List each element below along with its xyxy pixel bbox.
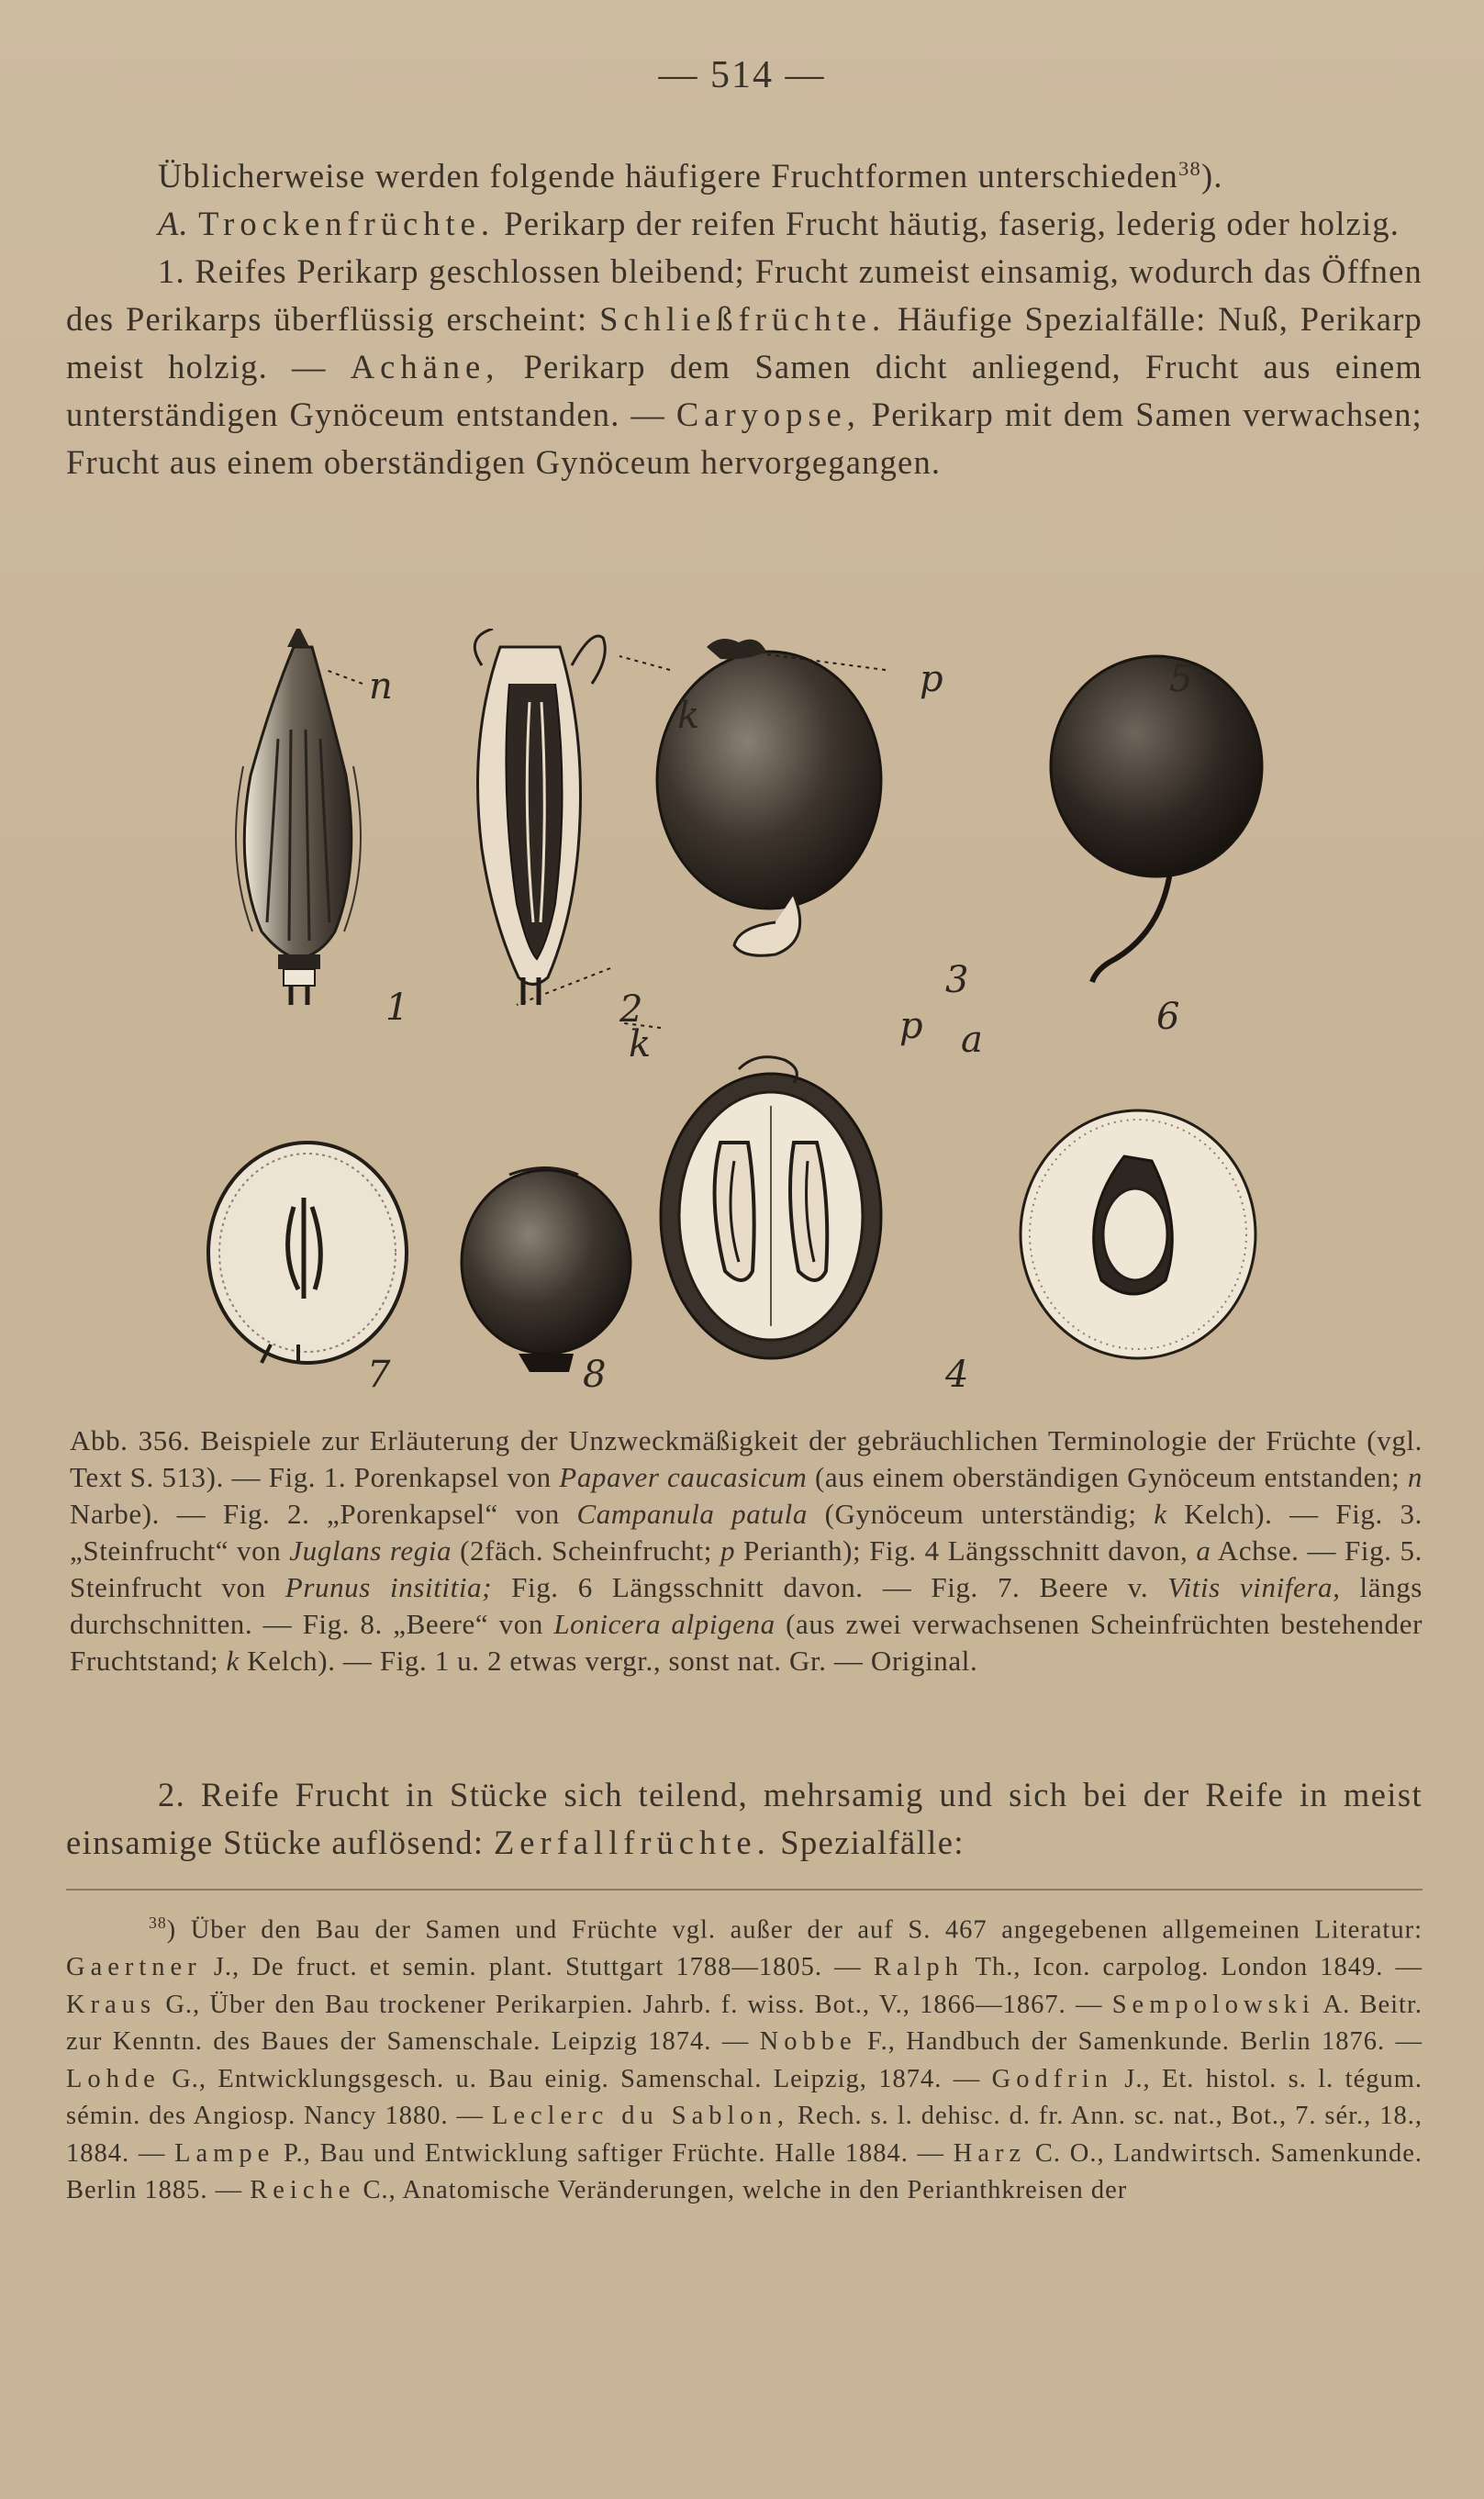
caption-text: Perianth); Fig. 4 Längsschnitt davon, [743, 1534, 1188, 1567]
author-name: Leclerc du Sablon, [491, 2102, 790, 2130]
item-1-text-c: Perikarp dem Samen dicht anliegend, Frucht aus einem unterständigen Gynöceum entstanden. — [66, 348, 1423, 434]
intro-paragraph [66, 145, 1423, 200]
item-1-number: 1. [158, 252, 185, 291]
species-name: Lonicera alpigena [553, 1608, 775, 1640]
author-name: Reiche [250, 2176, 356, 2204]
fig-2-campanula [474, 629, 605, 1005]
section-a-paragraph [66, 200, 1423, 248]
intro-end: ). [1200, 157, 1223, 195]
page-number: — 514 — [658, 54, 826, 96]
caption-text: (aus zwei verwachsenen Scheinfrüchten bestehender Fruchtstand; [70, 1608, 1423, 1677]
caption-text: Fig. 6 Längsschnitt davon. — Fig. 7. Beere v. [511, 1571, 1149, 1603]
term-achaene: Achäne, [350, 348, 500, 386]
caption-text: Narbe). — Fig. 2. „Porenkapsel“ von [70, 1498, 560, 1530]
item-1-text: Reifes Perikarp geschlossen bleibend; Frucht zumeist einsamig, wodurch das Öffnen des Perikarps überflüssig erscheint: [66, 252, 1423, 339]
item-2-text: Reife Frucht in Stücke sich teilend, mehrsamig und sich bei der Reife in meist einsamige Stücke auflösend: [66, 1776, 1423, 1861]
caption-text: (Gynöceum unterständig; [824, 1498, 1137, 1530]
fig-4-walnut-section [661, 1057, 881, 1358]
label-a: a [961, 1019, 983, 1061]
author-name: Lampe [174, 2138, 275, 2168]
footnote-divider [66, 1889, 1423, 1891]
caption-paragraph [70, 1422, 1423, 1679]
footnote-text: Rech. s. l. dehisc. d. fr. Ann. sc. nat., Bot., 7. sér., 18., 1884. — [66, 2102, 1423, 2168]
item-1-text-d: Perikarp mit dem Samen verwachsen; Frucht aus einem oberständigen Gynöceum hervorgegangen. [66, 396, 1423, 482]
author-name: Ralph [873, 1953, 964, 1981]
fig-1-capsule [236, 629, 361, 1005]
label-p-fig4: p [899, 1005, 923, 1047]
footnote-text: ) Über den Bau der Samen und Früchte vgl. außer der auf S. 467 angegebenen allgemeinen Literatur: [166, 1915, 1423, 1945]
term-caryopse: Caryopse, [675, 396, 861, 434]
footnote-text: P., Bau und Entwicklung saftiger Früchte. Halle 1884. — [283, 2138, 945, 2168]
author-name: Gaertner [66, 1953, 202, 1981]
footnote-text: C. O., Landwirtsch. Samenkunde. Berlin 1885. — [66, 2138, 1423, 2204]
author-name: Kraus [66, 1990, 157, 2019]
footnote-text: A. Beitr. zur Kenntn. des Baues der Samenschale. Leipzig 1874. — [66, 1990, 1423, 2056]
footnote-text: G., Über den Bau trockener Perikarpien. Jahrb. f. wiss. Bot., V., 1866—1867. — [165, 1990, 1103, 2019]
caption-symbol: p [720, 1534, 736, 1567]
label-6: 6 [1156, 996, 1180, 1038]
footnote-number: 38 [149, 1913, 167, 1932]
caption-text: (2fäch. Scheinfrucht; [460, 1534, 712, 1567]
author-name: Sempolowski [1111, 1990, 1315, 2019]
species-name: Campanula patula [576, 1498, 808, 1530]
caption-symbol: a [1196, 1534, 1211, 1567]
footnote-text: J., De fruct. et semin. plant. Stuttgart 1788—1805. — [213, 1953, 862, 1981]
footnote-text: C., Anatomische Veränderungen, welche in den Perianthkreisen der [363, 2176, 1128, 2204]
caption-symbol: k [1154, 1498, 1167, 1530]
footnote-text: F., Handbuch der Samenkunde. Berlin 1876. — [867, 2027, 1423, 2056]
caption-text: längs durchschnitten. — Fig. 8. „Beere“ von [70, 1571, 1423, 1640]
item-1-text-b: Häufige Spezialfälle: Nuß, Perikarp meist holzig. — [66, 300, 1423, 386]
label-1: 1 [385, 987, 409, 1029]
caption-text: Kelch). — Fig. 3. „Steinfrucht“ von [70, 1498, 1423, 1567]
label-n: n [369, 665, 393, 708]
footnote-text: Th., Icon. carpolog. London 1849. — [975, 1953, 1423, 1981]
caption-text: (aus einem oberständigen Gynöceum entstanden; [814, 1461, 1400, 1493]
author-name: Lohde [66, 2064, 161, 2093]
fig-3-walnut [657, 639, 881, 955]
species-name: Papaver caucasicum [559, 1461, 808, 1493]
figure-356 [206, 629, 1308, 1409]
caption-text: Achse. — Fig. 5. Steinfrucht von [70, 1534, 1423, 1603]
item-1-paragraph [66, 248, 1423, 486]
author-name: Nobbe [759, 2027, 857, 2056]
footnote-ref[interactable]: 38 [1177, 157, 1201, 180]
author-name: Godfrin [991, 2064, 1113, 2093]
section-a-text: Perikarp der reifen Frucht häutig, faserig, lederig oder holzig. [504, 205, 1400, 243]
section-a-title: Trockenfrüchte. [198, 205, 495, 243]
fig-6-plum-section [1021, 1110, 1255, 1358]
item-2-number: 2. [158, 1776, 186, 1813]
caption-text: Abb. 356. Beispiele zur Erläuterung der Unzweckmäßigkeit der gebräuchlichen Terminologie der Früchte (vgl. Text S. 513). — Fig. 1. Porenkapsel von [70, 1424, 1423, 1493]
term-zerfallfruechte: Zerfallfrüchte. [493, 1824, 771, 1861]
label-2: 2 [619, 988, 643, 1031]
footnote-text: G., Entwicklungsgesch. u. Bau einig. Samenschal. Leipzig, 1874. — [172, 2064, 981, 2093]
footnote-38 [66, 1904, 1423, 2210]
label-5: 5 [1169, 658, 1193, 700]
caption-text: Kelch). — Fig. 1 u. 2 etwas vergr., sonst nat. Gr. — Original. [247, 1645, 978, 1677]
label-p-fig3: p [920, 658, 943, 700]
main-text [66, 145, 1423, 486]
species-name: Juglans regia [289, 1534, 452, 1567]
figure-caption [70, 1422, 1423, 1679]
section-a-label: A. [158, 205, 189, 243]
item-2-paragraph [66, 1771, 1423, 1867]
caption-symbol: k [226, 1645, 240, 1677]
item-2-text-b: Spezialfälle: [780, 1824, 965, 1861]
term-schliessfruechte: Schließfrüchte. [599, 300, 887, 339]
footnote-text: J., Et. histol. s. l. tégum. sémin. des Angiosp. Nancy 1880. — [66, 2064, 1423, 2130]
intro-text: Üblicherweise werden folgende häufigere Fruchtformen unterschieden [158, 157, 1178, 195]
fig-5-plum [1051, 656, 1262, 982]
label-7: 7 [367, 1354, 391, 1396]
label-8: 8 [583, 1354, 607, 1396]
author-name: Harz [953, 2138, 1027, 2168]
label-k-fig8: k [629, 1023, 652, 1065]
species-name: Prunus insititia; [285, 1571, 493, 1603]
figure-drawing [206, 629, 1308, 1409]
fig-8-lonicera [462, 1168, 630, 1373]
label-3: 3 [945, 959, 969, 1001]
label-4: 4 [945, 1354, 969, 1396]
label-k-fig2: k [677, 695, 700, 737]
species-name: Vitis vinifera, [1167, 1571, 1341, 1603]
caption-symbol: n [1407, 1461, 1423, 1493]
fig-7-grape-section [208, 1143, 407, 1363]
